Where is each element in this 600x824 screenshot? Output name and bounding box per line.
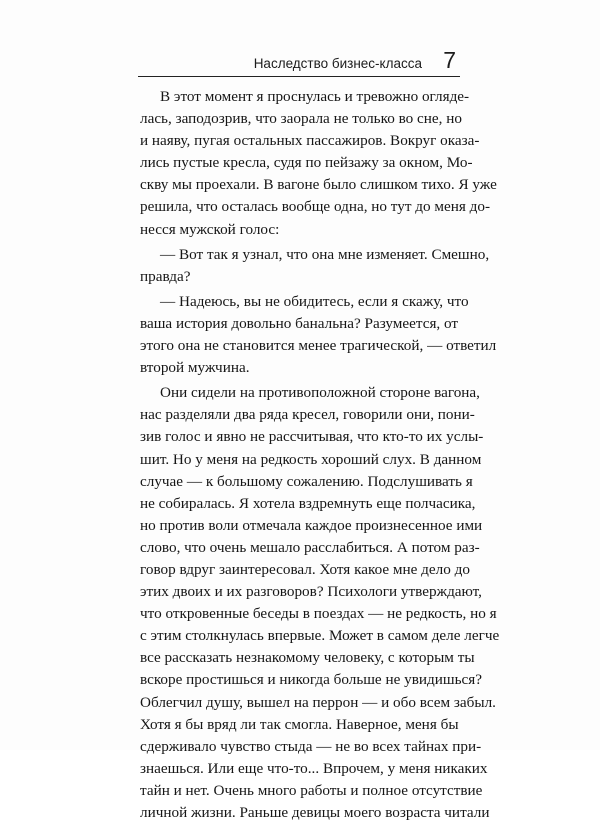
text-line: все рассказать незнакомому человеку, с которым ты	[140, 649, 475, 667]
text-line: но против воли отмечала каждое произнесенное ими	[140, 516, 483, 534]
text-line: лись пустые кресла, судя по пейзажу за окном, Мо-	[140, 154, 473, 172]
text-line: ваша история довольно банальна? Разумеется, от	[140, 314, 459, 332]
text-line: скву мы проехали. В вагоне было слишком тихо. Я уже	[140, 176, 497, 194]
text-line: зив голос и явно не рассчитывая, что кто-то их услы-	[140, 428, 484, 446]
text-line: лась, заподозрив, что заорала не только во сне, но	[140, 110, 462, 128]
running-title: Наследство бизнес-класса	[253, 56, 422, 71]
page-number: 7	[443, 47, 456, 73]
text-line: что откровенные беседы в поездах — не редкость, но я	[140, 605, 497, 623]
text-line: случае — к большому сожалению. Подслушивать я	[140, 472, 473, 490]
text-line: этих двоих и их разговоров? Психологи утверждают,	[140, 583, 482, 601]
text-line: В этот момент я проснулась и тревожно огляде-	[160, 88, 470, 105]
text-line: Хотя я бы вряд ли так смогла. Наверное, меня бы	[140, 715, 459, 733]
text-line: нас разделяли два ряда кресел, говорили они, пони-	[140, 406, 475, 424]
text-line: несся мужской голос:	[140, 220, 280, 238]
text-line: вскоре простишься и никогда больше не увидишься?	[140, 671, 482, 689]
paragraph	[140, 382, 500, 824]
text-line: с этим столкнулась впервые. Может в самом деле легче	[140, 627, 500, 645]
text-line: не собиралась. Я хотела вздремнуть еще полчасика,	[140, 494, 476, 512]
paragraph	[140, 86, 497, 241]
text-line: тайн и нет. Очень много работы и полное отсутствие	[140, 781, 483, 799]
text-line: решила, что осталась вообще одна, но тут до меня до-	[140, 198, 491, 216]
text-line: говор вдруг заинтересовал. Хотя какое мне дело до	[140, 560, 470, 578]
text-line: правда?	[140, 267, 191, 285]
text-line: — Вот так я узнал, что она мне изменяет. Смешно,	[160, 245, 490, 263]
text-line: Облегчил душу, вышел на перрон — и обо всем забыл.	[140, 693, 496, 711]
paragraph	[140, 291, 497, 379]
text-line: шит. Но у меня на редкость хороший слух. В данном	[140, 450, 482, 468]
text-line: второй мужчина.	[140, 359, 250, 377]
text-line: этого она не становится менее трагической, — ответил	[140, 337, 497, 355]
text-line: личной жизни. Раньше девицы моего возраста читали	[140, 804, 490, 821]
text-line: слово, что очень мешало расслабиться. А потом раз-	[140, 538, 480, 556]
text-line: знаешься. Или еще что-то... Впрочем, у меня никаких	[140, 759, 488, 777]
running-header	[138, 44, 460, 77]
text-line: — Надеюсь, вы не обидитесь, если я скажу, что	[160, 292, 469, 310]
body-text	[140, 86, 500, 824]
text-line: сдерживало чувство стыда — не во всех тайнах при-	[140, 737, 482, 755]
text-line: Они сидели на противоположной стороне вагона,	[160, 384, 480, 402]
text-line: и наяву, пугая остальных пассажиров. Вокруг оказа-	[140, 132, 480, 150]
paragraph	[140, 244, 490, 288]
